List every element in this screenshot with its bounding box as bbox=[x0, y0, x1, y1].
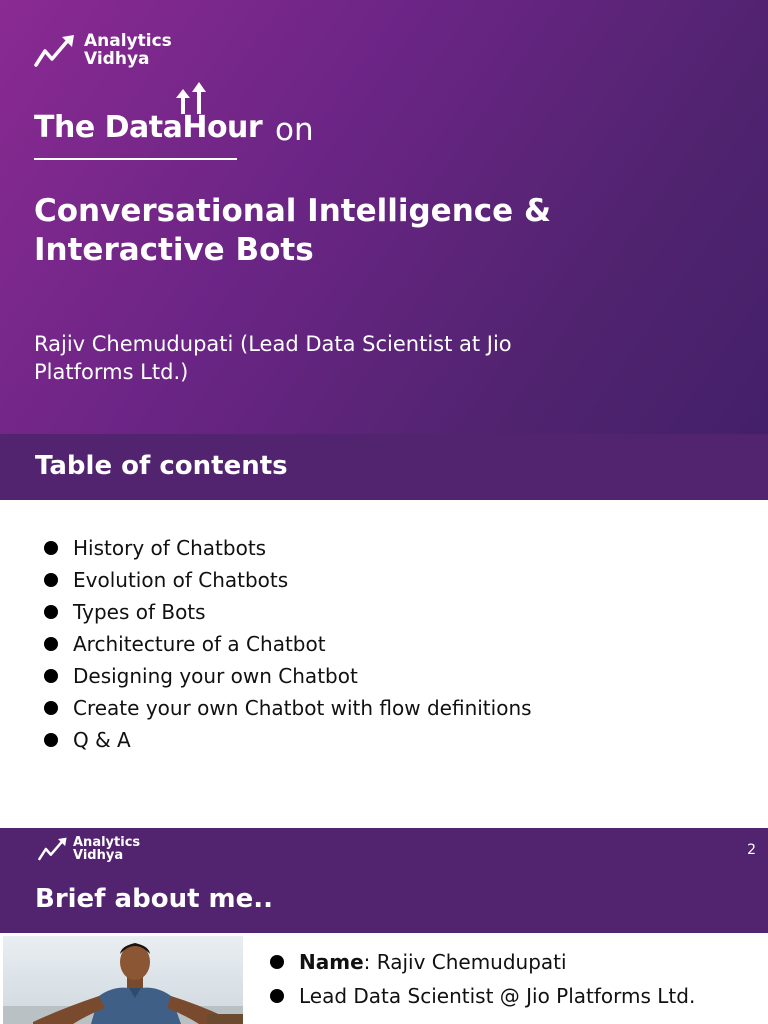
toc-item bbox=[44, 596, 532, 628]
bullet-icon bbox=[44, 637, 58, 651]
bullet-icon bbox=[44, 605, 58, 619]
speaker-line-1: Rajiv Chemudupati (Lead Data Scientist at Jio bbox=[34, 332, 512, 356]
toc-item-label: Evolution of Chatbots bbox=[73, 568, 289, 592]
speaker-photo bbox=[3, 936, 243, 1024]
role-text: Lead Data Scientist @ Jio Platforms Ltd. bbox=[299, 984, 696, 1008]
logo-line-2: Vidhya bbox=[73, 848, 124, 863]
speaker-photo-graphic bbox=[3, 936, 243, 1024]
talk-title bbox=[34, 192, 734, 270]
bullet-icon bbox=[270, 989, 284, 1003]
bullet-icon bbox=[44, 733, 58, 747]
toc-item-label: History of Chatbots bbox=[73, 536, 267, 560]
toc-item bbox=[44, 660, 532, 692]
toc-list bbox=[44, 532, 532, 756]
analytics-vidhya-logo-small bbox=[38, 836, 140, 862]
toc-heading: Table of contents bbox=[35, 451, 288, 481]
about-list bbox=[270, 945, 695, 1013]
toc-item bbox=[44, 724, 532, 756]
toc-item bbox=[44, 532, 532, 564]
bullet-icon bbox=[44, 669, 58, 683]
about-heading: Brief about me.. bbox=[35, 884, 274, 914]
datahour-on: on bbox=[275, 112, 314, 148]
about-item-name bbox=[270, 945, 695, 979]
toc-item-label: Designing your own Chatbot bbox=[73, 664, 358, 688]
talk-title-line-2: Interactive Bots bbox=[34, 232, 314, 268]
bullet-icon bbox=[44, 701, 58, 715]
analytics-vidhya-logo bbox=[34, 33, 172, 68]
title-slide bbox=[0, 0, 768, 434]
about-item-role bbox=[270, 979, 695, 1013]
analytics-vidhya-logo-icon bbox=[38, 836, 68, 862]
bullet-icon bbox=[44, 573, 58, 587]
heading-underline bbox=[34, 158, 237, 160]
toc-item bbox=[44, 628, 532, 660]
analytics-vidhya-logo-icon bbox=[34, 34, 76, 68]
datahour-brand: The DataHour bbox=[34, 110, 263, 145]
toc-item-label: Q & A bbox=[73, 728, 131, 752]
name-value: : Rajiv Chemudupati bbox=[363, 950, 567, 974]
logo-line-1: Analytics bbox=[84, 31, 172, 51]
speaker-line-2: Platforms Ltd.) bbox=[34, 360, 189, 384]
logo-line-1: Analytics bbox=[73, 835, 141, 850]
toc-item-label: Create your own Chatbot with flow definitions bbox=[73, 696, 532, 720]
toc-item-label: Architecture of a Chatbot bbox=[73, 632, 326, 656]
bullet-icon bbox=[270, 955, 284, 969]
toc-item bbox=[44, 564, 532, 596]
speaker-info bbox=[34, 330, 634, 386]
toc-item bbox=[44, 692, 532, 724]
toc-item-label: Types of Bots bbox=[73, 600, 206, 624]
name-label: Name bbox=[299, 950, 364, 974]
page-number: 2 bbox=[747, 842, 756, 858]
talk-title-line-1: Conversational Intelligence & bbox=[34, 193, 551, 229]
bullet-icon bbox=[44, 541, 58, 555]
logo-line-2: Vidhya bbox=[84, 49, 150, 69]
